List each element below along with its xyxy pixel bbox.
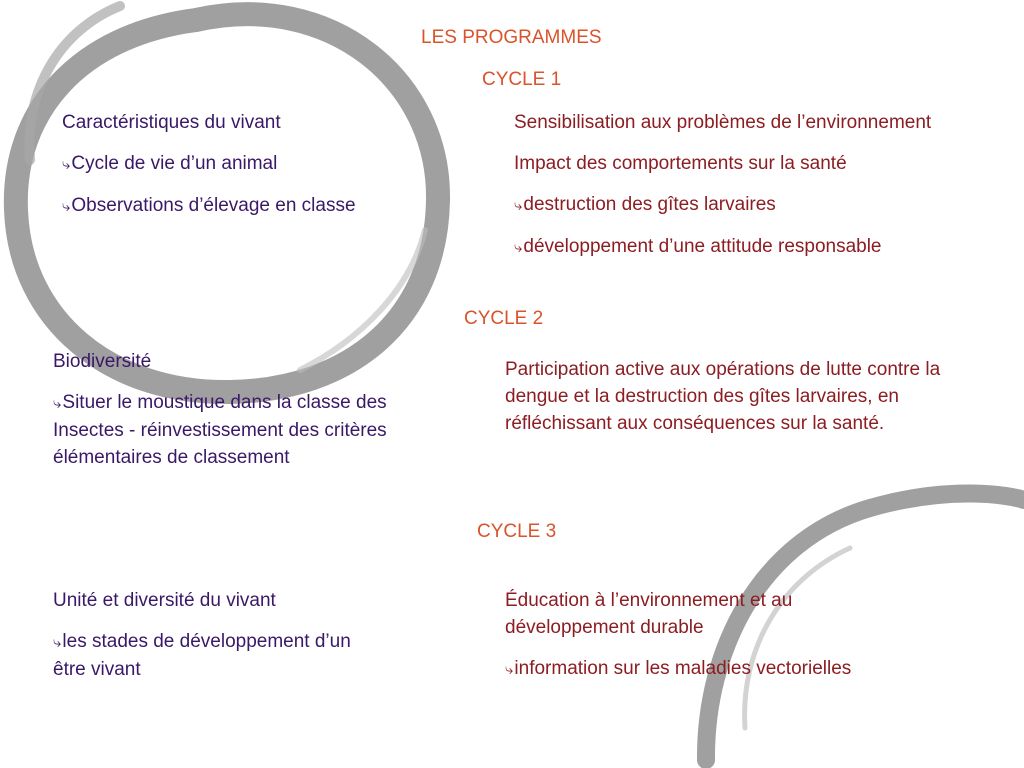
cycle-1-right-item: ⤷développement d’une attitude responsable	[514, 236, 882, 257]
cycle-2-left-item: ⤷Situer le moustique dans la classe des Insectes - réinvestissement des critères élémentaires de classement	[53, 392, 387, 468]
cycle-3-right-item: ⤷information sur les maladies vectorielles	[505, 658, 852, 679]
arrow-icon: ⤷	[62, 197, 71, 215]
cycle-1-left-item: ⤷Observations d’élevage en classe	[62, 195, 356, 216]
arrow-icon: ⤷	[514, 196, 523, 214]
arrow-icon: ⤷	[62, 155, 71, 173]
cycle-2-left-block	[53, 348, 433, 485]
arrow-icon: ⤷	[53, 394, 62, 412]
cycle-3-right-block	[505, 587, 945, 697]
cycle-1-left-item: ⤷Cycle de vie d’un animal	[62, 153, 278, 174]
cycle-3-heading: CYCLE 3	[477, 521, 557, 542]
arrow-icon: ⤷	[53, 633, 62, 651]
arrow-icon: ⤷	[505, 660, 514, 678]
cycle-1-right-line: Sensibilisation aux problèmes de l’environnement	[514, 112, 932, 133]
cycle-3-right-title: Éducation à l’environnement et au développement durable	[505, 590, 793, 638]
cycle-1-left-block	[62, 109, 462, 234]
cycle-1-right-item: ⤷destruction des gîtes larvaires	[514, 194, 776, 215]
cycle-2-right-block	[505, 356, 975, 451]
cycle-3-left-item: ⤷les stades de développement d’un être vivant	[53, 631, 351, 680]
cycle-2-heading: CYCLE 2	[464, 308, 544, 329]
cycle-1-left-title: Caractéristiques du vivant	[62, 112, 281, 133]
cycle-2-right-text: Participation active aux opérations de lutte contre la dengue et la destruction des gîtes larvaires, en réfléchissant aux conséquences sur la santé.	[505, 359, 941, 434]
page-title: LES PROGRAMMES	[421, 27, 602, 48]
cycle-1-heading: CYCLE 1	[482, 69, 562, 90]
cycle-3-left-block	[53, 587, 383, 697]
cycle-3-left-title: Unité et diversité du vivant	[53, 590, 276, 611]
cycle-1-right-block	[514, 109, 1019, 275]
arrow-icon: ⤷	[514, 238, 523, 256]
cycle-1-right-line: Impact des comportements sur la santé	[514, 153, 847, 174]
cycle-2-left-title: Biodiversité	[53, 351, 152, 372]
